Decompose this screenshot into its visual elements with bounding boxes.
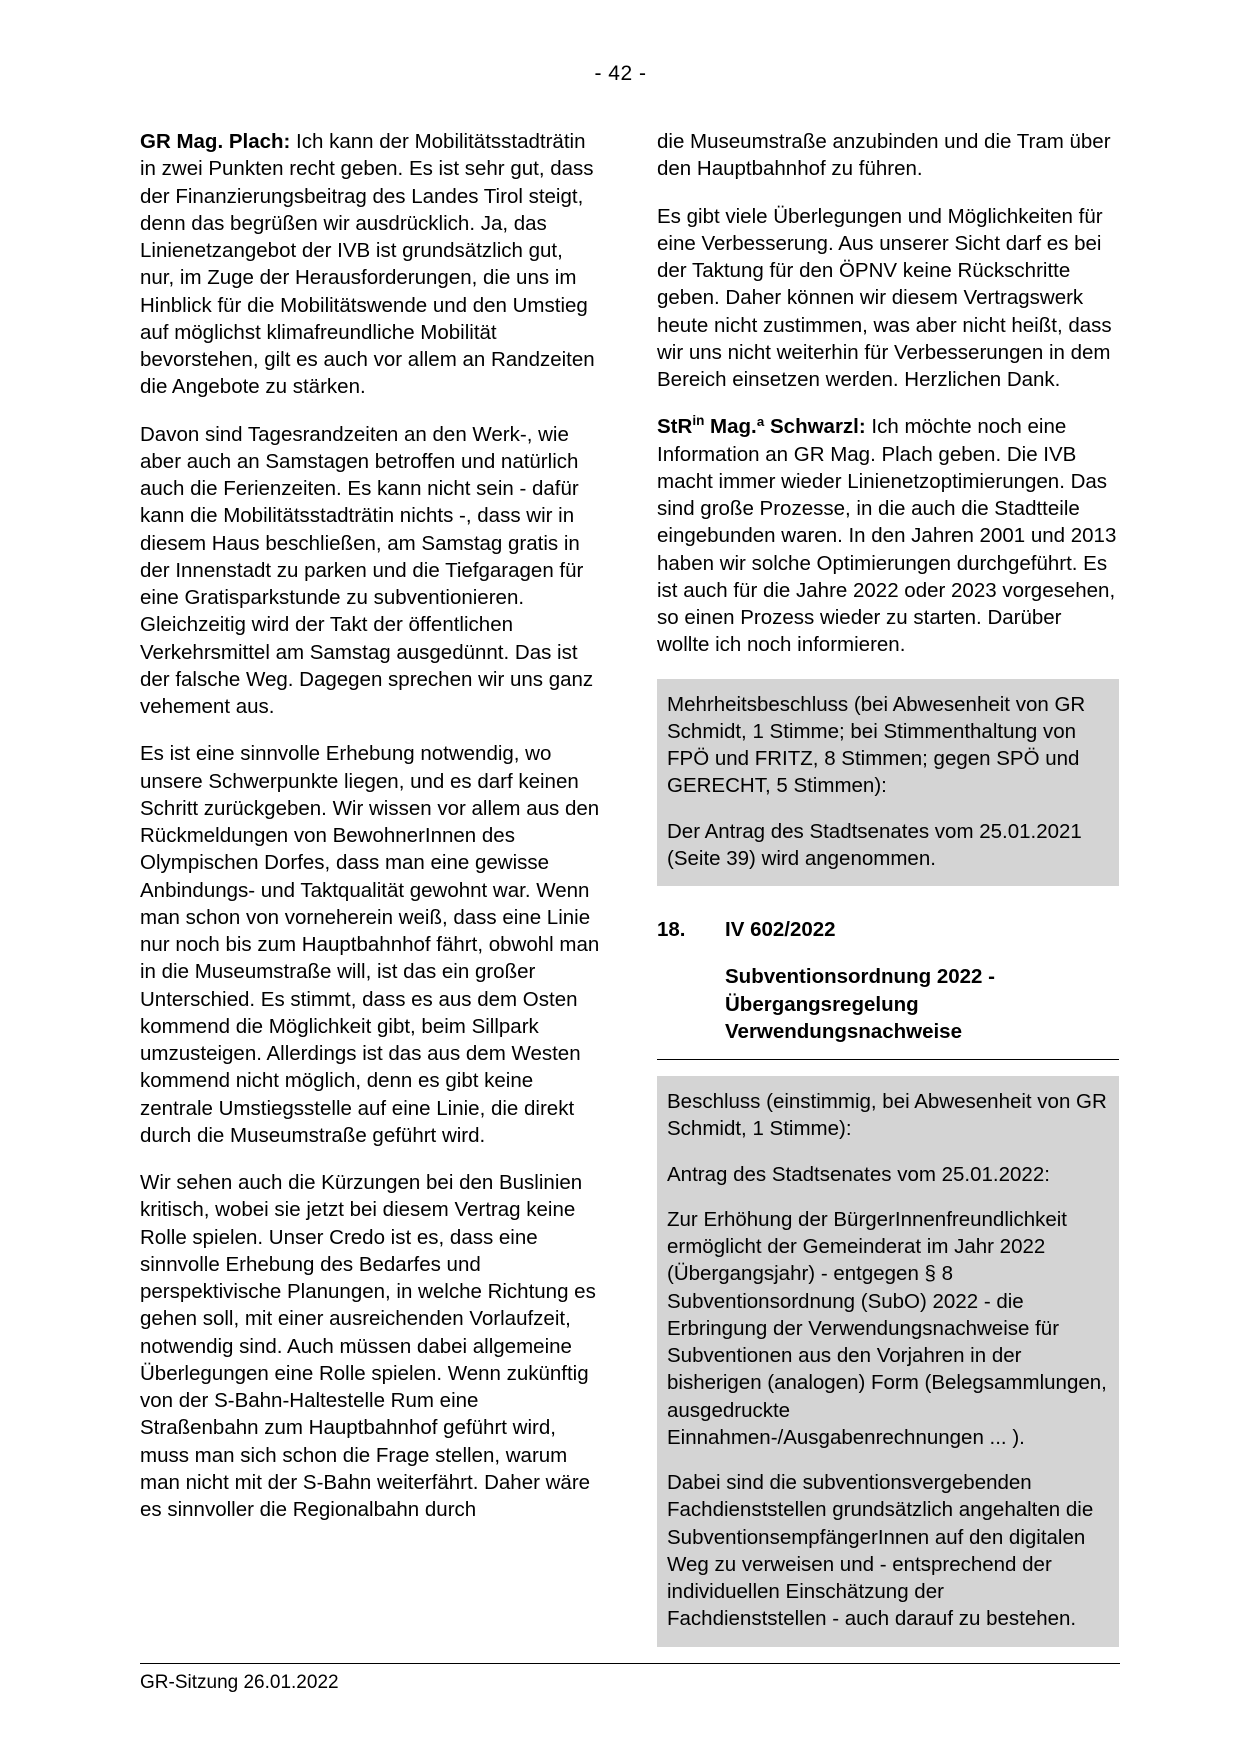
speaker-superscript: in — [692, 413, 705, 429]
paragraph-text: Ich kann der Mobilitätsstadträtin in zwei Punkten recht geben. Es ist sehr gut, dass der Finanzierungsbeitrag des Landes Tirol steigt, denn das begrüßen wir ausdrücklich. Ja, das Linienetzangebot der IVB ist grundsätzlich gut, nur, im Zuge der Herausforderungen, die uns im Hinblick für die Mobilitätswende und den Umstieg auf möglichst klimafreundliche Mobilität bevorstehen, gilt es auch vor allem an Randzeiten die Angebote zu stärken. — [140, 130, 595, 399]
paragraph: Wir sehen auch die Kürzungen bei den Buslinien kritisch, wobei sie jetzt bei diesem Vertrag keine Rolle spielen. Unser Credo ist es, dass eine sinnvolle Erhebung des Bedarfes und perspektivische Planungen, in welche Richtung es gehen soll, mit einer ausreichenden Vorlaufzeit, notwendig sind. Auch müssen dabei allgemeine Überlegungen eine Rolle spielen. Wenn zukünftig von der S-Bahn-Haltestelle Rum eine Straßenbahn zum Hauptbahnhof geführt wird, muss man sich schon die Frage stellen, warum man nicht mit der S-Bahn weiterfährt. Daher wäre es sinnvoller die Regionalbahn durch — [140, 1171, 596, 1521]
speaker-name: GR Mag. Plach: — [140, 130, 291, 153]
paragraph: Davon sind Tagesrandzeiten an den Werk-, wie aber auch an Samstagen betroffen und natürlich auch die Ferienzeiten. Es kann nicht sein - dafür kann die Mobilitätsstadträtin nichts -, dass wir in diesem Haus beschließen, am Samstag gratis in der Innenstadt zu parken und die Tiefgaragen für eine Gratisparkstunde zu subventionieren. Gleichzeitig wird der Takt der öffentlichen Verkehrsmittel am Samstag ausgedünnt. Das ist der falsche Weg. Dagegen sprechen wir uns ganz vehement aus. — [140, 422, 594, 718]
speaker-name: StR$^{in}$ Mag.ª Schwarzl: — [657, 413, 866, 439]
paragraph — [657, 413, 1119, 658]
decision-text: Zur Erhöhung der BürgerInnenfreundlichkeit ermöglicht der Gemeinderat im Jahr 2022 (Übergangsjahr) - entgegen § 8 Subventionsordnung (SubO) 2022 - die Erbringung der Verwendungsnachweise für Subventionen aus den Vorjahren in der bisherigen (analogen) Form (Belegsammlungen, ausgedruckte Einnahmen-/Ausgabenrechnungen ... ). — [667, 1207, 1107, 1449]
decision-text: Mehrheitsbeschluss (bei Abwesenheit von GR Schmidt, 1 Stimme; bei Stimmenthaltung von FPÖ und FRITZ, 8 Stimmen; gegen SPÖ und GERECHT, 5 Stimmen): — [667, 692, 1086, 798]
left-column — [140, 128, 602, 1669]
agenda-item-title-row — [657, 963, 1119, 1045]
decision-text: Dabei sind die subventionsvergebenden Fachdienststellen grundsätzlich angehalten die SubventionsempfängerInnen auf den digitalen Weg zu verweisen und - entsprechend der individuellen Einschätzung der Fachdienststellen - auch darauf zu bestehen. — [667, 1471, 1094, 1631]
decision-text: Beschluss (einstimmig, bei Abwesenheit von GR Schmidt, 1 Stimme): — [667, 1090, 1107, 1141]
decision-box-2 — [657, 1076, 1119, 1647]
paragraph-text: Ich möchte noch eine Information an GR Mag. Plach geben. Die IVB macht immer wieder Linienetzoptimierungen. Das sind große Prozesse, in die auch die Stadtteile eingebunden waren. In den Jahren 2001 und 2013 haben wir solche Optimierungen durchgeführt. Es ist auch für die Jahre 2022 oder 2023 vorgesehen, so einen Prozess wieder zu starten. Darüber wollte ich noch informieren. — [657, 415, 1117, 657]
paragraph — [140, 128, 602, 401]
agenda-item-number: 18. — [657, 918, 686, 941]
agenda-item-id: IV 602/2022 — [725, 918, 836, 941]
page-number: - 42 - — [594, 62, 647, 85]
paragraph: Es ist eine sinnvolle Erhebung notwendig, wo unsere Schwerpunkte liegen, und es darf keinen Schritt zurückgeben. Wir wissen vor allem aus den Rückmeldungen von BewohnerInnen des Olympischen Dorfes, dass man eine gewisse Anbindungs- und Taktqualität gewohnt war. Wenn man schon von vorneherein weiß, dass eine Linie nur noch bis zum Hauptbahnhof fährt, obwohl man in die Museumstraße will, ist das ein großer Unterschied. Es stimmt, dass es aus dem Osten kommend die Möglichkeit gibt, beim Sillpark umzusteigen. Allerdings ist das aus dem Westen kommend nicht möglich, denn es gibt keine zentrale Umstiegsstelle auf eine Linie, die direkt durch die Museumstraße geführt wird. — [140, 742, 600, 1147]
two-column-body — [140, 128, 1120, 1669]
right-column — [657, 128, 1119, 1669]
agenda-item-title: Subventionsordnung 2022 - Übergangsregelung Verwendungsnachweise — [725, 965, 995, 1043]
decision-text: Antrag des Stadtsenates vom 25.01.2022: — [667, 1162, 1050, 1186]
paragraph: die Museumstraße anzubinden und die Tram über den Hauptbahnhof zu führen. — [657, 130, 1111, 181]
divider — [657, 1059, 1119, 1060]
paragraph: Es gibt viele Überlegungen und Möglichkeiten für eine Verbesserung. Aus unserer Sicht darf es bei der Taktung für den ÖPNV keine Rückschritte geben. Daher können wir diesem Vertragswerk heute nicht zustimmen, was aber nicht heißt, dass wir uns nicht weiterhin für Verbesserungen in dem Bereich einsetzen werden. Herzlichen Dank. — [657, 204, 1112, 391]
footer-text: GR-Sitzung 26.01.2022 — [140, 1672, 339, 1693]
agenda-item-title-spacer — [657, 963, 725, 1045]
decision-text: Der Antrag des Stadtsenates vom 25.01.2021 (Seite 39) wird angenommen. — [667, 819, 1082, 870]
decision-box-1 — [657, 679, 1119, 887]
footer-divider — [140, 1663, 1120, 1664]
agenda-item-18 — [657, 916, 1119, 1060]
page-footer — [140, 1663, 1120, 1694]
agenda-item-header — [657, 916, 1119, 943]
